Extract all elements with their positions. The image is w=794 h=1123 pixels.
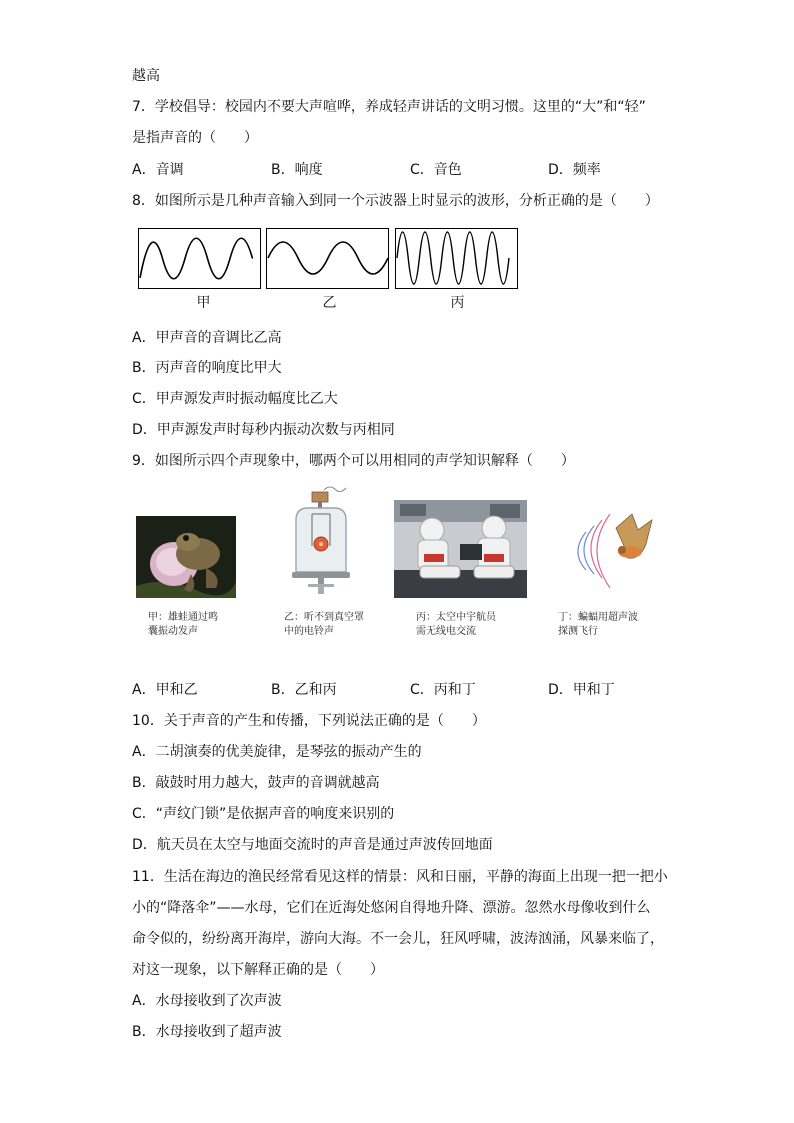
question-11-stem-cont1: 小的“降落伞”——水母，它们在近海处悠闲自得地升降、漂游。忽然水母像收到什么 xyxy=(132,900,651,916)
q9-option-d: D．甲和丁 xyxy=(548,682,615,698)
q9-option-a: A．甲和乙 xyxy=(132,682,198,698)
q7-option-a: A．音调 xyxy=(132,162,184,178)
caption-bing-line2: 需无线电交流 xyxy=(416,626,476,637)
waveform-jia xyxy=(138,228,261,289)
waveform-yi xyxy=(266,228,389,289)
q8-option-d: D．甲声源发声时每秒内振动次数与丙相同 xyxy=(132,422,395,438)
continuation-text: 越高 xyxy=(132,68,160,84)
caption-yi-line2: 中的电铃声 xyxy=(284,626,334,637)
bell-jar-image xyxy=(288,484,354,596)
question-9-stem: 9．如图所示四个声现象中，哪两个可以用相同的声学知识解释（ ） xyxy=(132,453,575,469)
q11-option-b: B．水母接收到了超声波 xyxy=(132,1024,282,1040)
question-8-stem: 8．如图所示是几种声音输入到同一个示波器上时显示的波形，分析正确的是（ ） xyxy=(132,193,659,209)
q11-option-a: A．水母接收到了次声波 xyxy=(132,993,282,1009)
waveform-label-jia: 甲 xyxy=(196,295,211,311)
q10-option-a: A．二胡演奏的优美旋律，是琴弦的振动产生的 xyxy=(132,744,422,760)
q10-option-d: D．航天员在太空与地面交流时的声音是通过声波传回地面 xyxy=(132,837,493,853)
q8-option-b: B．丙声音的响度比甲大 xyxy=(132,360,282,376)
q8-option-a: A．甲声音的音调比乙高 xyxy=(132,330,282,346)
caption-jia-line2: 囊振动发声 xyxy=(148,626,198,637)
question-10-stem: 10．关于声音的产生和传播，下列说法正确的是（ ） xyxy=(132,713,486,729)
q7-option-b: B．响度 xyxy=(271,162,323,178)
question-11-stem-cont3: 对这一现象，以下解释正确的是（ ） xyxy=(132,962,384,978)
astronauts-image xyxy=(394,500,527,598)
frog-image xyxy=(136,516,236,598)
q8-option-c: C．甲声源发声时振动幅度比乙大 xyxy=(132,391,338,407)
caption-jia-line1: 甲：雄蛙通过鸣 xyxy=(148,612,218,623)
q10-option-b: B．敲鼓时用力越大，鼓声的音调就越高 xyxy=(132,775,380,791)
question-7-stem: 7．学校倡导：校园内不要大声喧哗，养成轻声讲话的文明习惯。这里的“大”和“轻” xyxy=(132,99,646,115)
caption-bing-line1: 丙：太空中宇航员 xyxy=(416,612,496,623)
q7-option-d: D．频率 xyxy=(548,162,601,178)
waveform-bing xyxy=(395,228,518,289)
question-11-stem-cont2: 命令似的，纷纷离开海岸，游向大海。不一会儿，狂风呼啸，波涛汹涌，风暴来临了， xyxy=(132,931,664,947)
q7-option-c: C．音色 xyxy=(410,162,462,178)
question-7-stem-cont: 是指声音的（ ） xyxy=(132,130,258,146)
waveform-label-yi: 乙 xyxy=(322,295,337,311)
caption-ding-line2: 探测飞行 xyxy=(558,626,598,637)
waveform-label-bing: 丙 xyxy=(450,295,465,311)
q9-option-b: B．乙和丙 xyxy=(271,682,337,698)
question-11-stem: 11．生活在海边的渔民经常看见这样的情景：风和日丽，平静的海面上出现一把一把小 xyxy=(132,869,668,885)
caption-yi-line1: 乙：听不到真空罩 xyxy=(284,612,364,623)
q9-option-c: C．丙和丁 xyxy=(410,682,476,698)
q10-option-c: C．“声纹门锁”是依据声音的响度来识别的 xyxy=(132,806,395,822)
caption-ding-line1: 丁：蝙蝠用超声波 xyxy=(558,612,638,623)
bat-image xyxy=(572,508,662,596)
